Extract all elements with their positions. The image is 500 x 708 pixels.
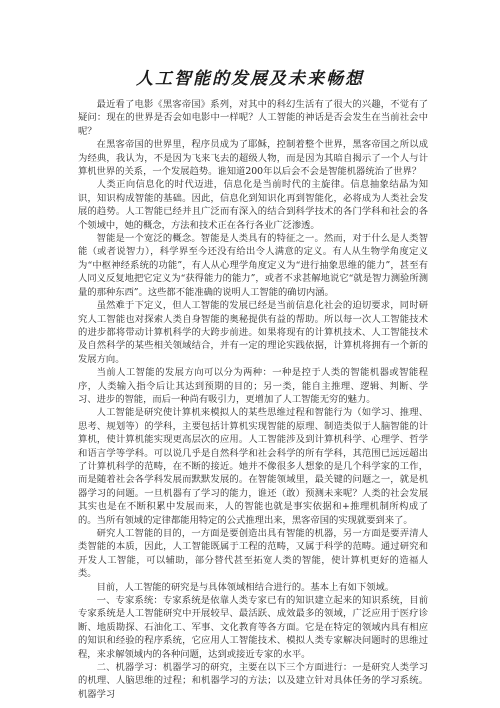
paragraph: 最近看了电影《黑客帝国》系列，对其中的科幻生活有了很大的兴趣，不觉有了疑问：现在的世界是否会如电影中一样呢？人工智能的神话是否会发生在当前社会中呢？ xyxy=(78,99,428,137)
paragraph: 研究人工智能的目的，一方面是要创造出具有智能的机器，另一方面是要弄清人类智能的本质，因此，人工智能既属于工程的范畴，又属于科学的范畴。通过研究和开发人工智能，可以辅助，部分替代甚至拓宽人类的智能，使计算机更好的造福人类。 xyxy=(78,528,428,580)
paragraph: 当前人工智能的发展方向可以分为两种：一种是控于人类的智能机器或智能程序，人类输入指令后让其达到预期的目的；另一类，能自主推理、逻辑、判断、学习、进步的智能，而后一种尚有吸引力，更增加了人工智能无穷的魅力。 xyxy=(78,367,428,405)
paragraph: 目前，人工智能的研究是与具体领域相结合进行的。基本上有如下领域。 xyxy=(96,581,395,593)
paragraph: 智能是一个宽泛的概念。智能是人类具有的特征之一。然而，对于什么是人类智能（或者说智力），科学界至今还没有给出令人满意的定义。有人从生物学角度定义为“中枢神经系统的功能”，有人从心理学角度定义为“进行抽象思维的能力”，甚至有人同义反复地把它定义为“获得能力的能力”，或者不求甚解地说它“就是智力测验所测量的那种东西”。这些都不能准确的说明人工智能的确切内涵。 xyxy=(78,233,428,298)
paragraph: 一、专家系统：专家系统是依靠人类专家已有的知识建立起来的知识系统，目前专家系统是人工智能研究中开展较早、最活跃、成效最多的领域，广泛应用于医疗诊断、地质勘探、石油化工、军事、文化教育等各方面。它是在特定的领域内具有相应的知识和经验的程序系统，它应用人工智能技术、模拟人类专家解决问题时的思维过程，来求解领域内的各种问题，达到或接近专家的水平。 xyxy=(78,595,428,660)
paragraph: 在黑客帝国的世界里，程序员成为了耶稣，控制着整个世界，黑客帝国之所以成为经典，我认为，不是因为飞来飞去的超级人物，而是因为其暗自揭示了一个人与计算机世界的关系，一个发展趋势。谁知道200年以后会不会是智能机器统治了世界？ xyxy=(78,139,428,178)
paragraph: 人类正向信息化的时代迈进，信息化是当前时代的主旋律。信息抽象结晶为知识，知识构成智能的基础。因此，信息化到知识化再到智能化，必将成为人类社会发展的趋势。人工智能已经并且广泛而有深入的结合到科学技术的各门学科和社会的各个领域中，她的概念，方法和技术正在各行各业广泛渗透。 xyxy=(78,179,428,231)
document-title: 人工智能的发展及未来畅想 xyxy=(136,69,364,89)
paragraph: 人工智能是研究使计算机来模拟人的某些思维过程和智能行为（如学习、推理、思考、规划等）的学科，主要包括计算机实现智能的原理、制造类似于人脑智能的计算机，使计算机能实现更高层次的应用。人工智能涉及到计算机科学、心理学、哲学和语言学等学科。可以说几乎是自然科学和社会科学的所有学科，其范围已远远超出了计算机科学的范畴，在不断的接近。她并不像很多人想象的是几个科学家的工作，而是随着社会各学科发展而默默发展的。在智能领域里，最关键的问题之一，就是机器学习的问题。一旦机器有了学习的能力，谁还（敢）预测未来呢？人类的社会发展其实也是在不断积累中发展而来，人的智能也就是事实依据和+推理机制所构成了的。当所有领域的定律都能用特定的公式推理出来，黑客帝国的实现就要到来了。 xyxy=(78,407,428,526)
paragraph: 虽然难于下定义，但人工智能的发展已经是当前信息化社会的迫切要求，同时研究人工智能也对探索人类自身智能的奥秘提供有益的帮助。所以每一次人工智能技术的进步都将带动计算机科学的大跨步前进。如果将现有的计算机技术、人工智能技术及自然科学的某些相关领域结合，并有一定的理论实践依据，计算机将拥有一个新的发展方向。 xyxy=(78,300,428,365)
document-body xyxy=(78,98,428,701)
paragraph: 二、机器学习：机器学习的研究，主要在以下三个方面进行：一是研究人类学习的机理、人脑思维的过程；和机器学习的方法；以及建立针对具体任务的学习系统。机器学习 xyxy=(78,662,428,700)
